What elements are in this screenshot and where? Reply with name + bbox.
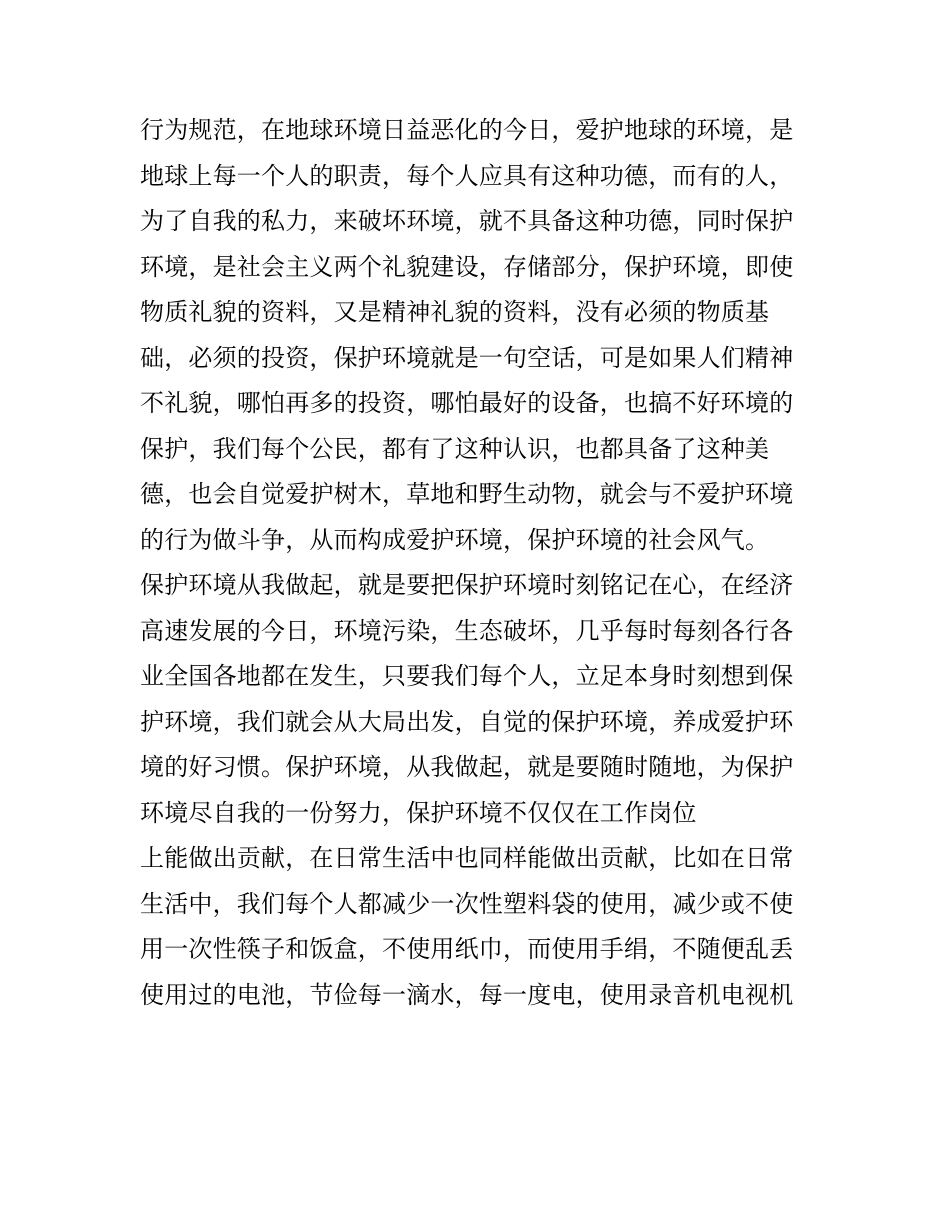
text-line-5: 物质礼貌的资料，又是精神礼貌的资料，没有必须的物质基 [140, 298, 770, 326]
text-line-19: 用一次性筷子和饭盒，不使用纸巾，而使用手绢，不随便乱丢 [140, 935, 794, 963]
text-line-4: 环境，是社会主义两个礼貌建设，存储部分，保护环境，即使 [140, 252, 794, 281]
text-line-20: 使用过的电池，节俭每一滴水，每一度电，使用录音机电视机 [140, 980, 794, 1009]
text-line-10: 的行为做斗争，从而构成爱护环境，保护环境的社会风气。 [140, 525, 770, 554]
text-line-13: 业全国各地都在发生，只要我们每个人，立足本身时刻想到保 [140, 662, 794, 690]
text-line-16: 环境尽自我的一份努力，保护环境不仅仅在工作岗位 [140, 798, 697, 827]
text-line-18: 生活中，我们每个人都减少一次性塑料袋的使用，减少或不使 [140, 889, 794, 918]
text-line-3: 为了自我的私力，来破坏环境，就不具备这种功德，同时保护 [140, 207, 794, 235]
text-line-15: 境的好习惯。保护环境，从我做起，就是要随时随地，为保护 [140, 753, 794, 781]
text-line-14: 护环境，我们就会从大局出发，自觉的保护环境，养成爱护环 [140, 707, 794, 736]
text-line-1: 行为规范，在地球环境日益恶化的今日，爱护地球的环境，是 [140, 116, 794, 144]
text-line-2: 地球上每一个人的职责，每个人应具有这种功德，而有的人， [140, 161, 794, 190]
text-line-8: 保护，我们每个公民，都有了这种认识，也都具备了这种美 [140, 434, 770, 463]
body-text [140, 108, 820, 1018]
text-line-17: 上能做出贡献，在日常生活中也同样能做出贡献，比如在日常 [140, 844, 794, 872]
text-line-12: 高速发展的今日，环境污染，生态破坏，几乎每时每刻各行各 [140, 616, 794, 645]
text-line-11: 保护环境从我做起，就是要把保护环境时刻铭记在心，在经济 [140, 571, 794, 599]
text-line-6: 础，必须的投资，保护环境就是一句空话，可是如果人们精神 [140, 343, 794, 372]
text-line-7: 不礼貌，哪怕再多的投资，哪怕最好的设备，也搞不好环境的 [140, 389, 794, 417]
text-line-9: 德，也会自觉爱护树木，草地和野生动物，就会与不爱护环境 [140, 480, 794, 508]
